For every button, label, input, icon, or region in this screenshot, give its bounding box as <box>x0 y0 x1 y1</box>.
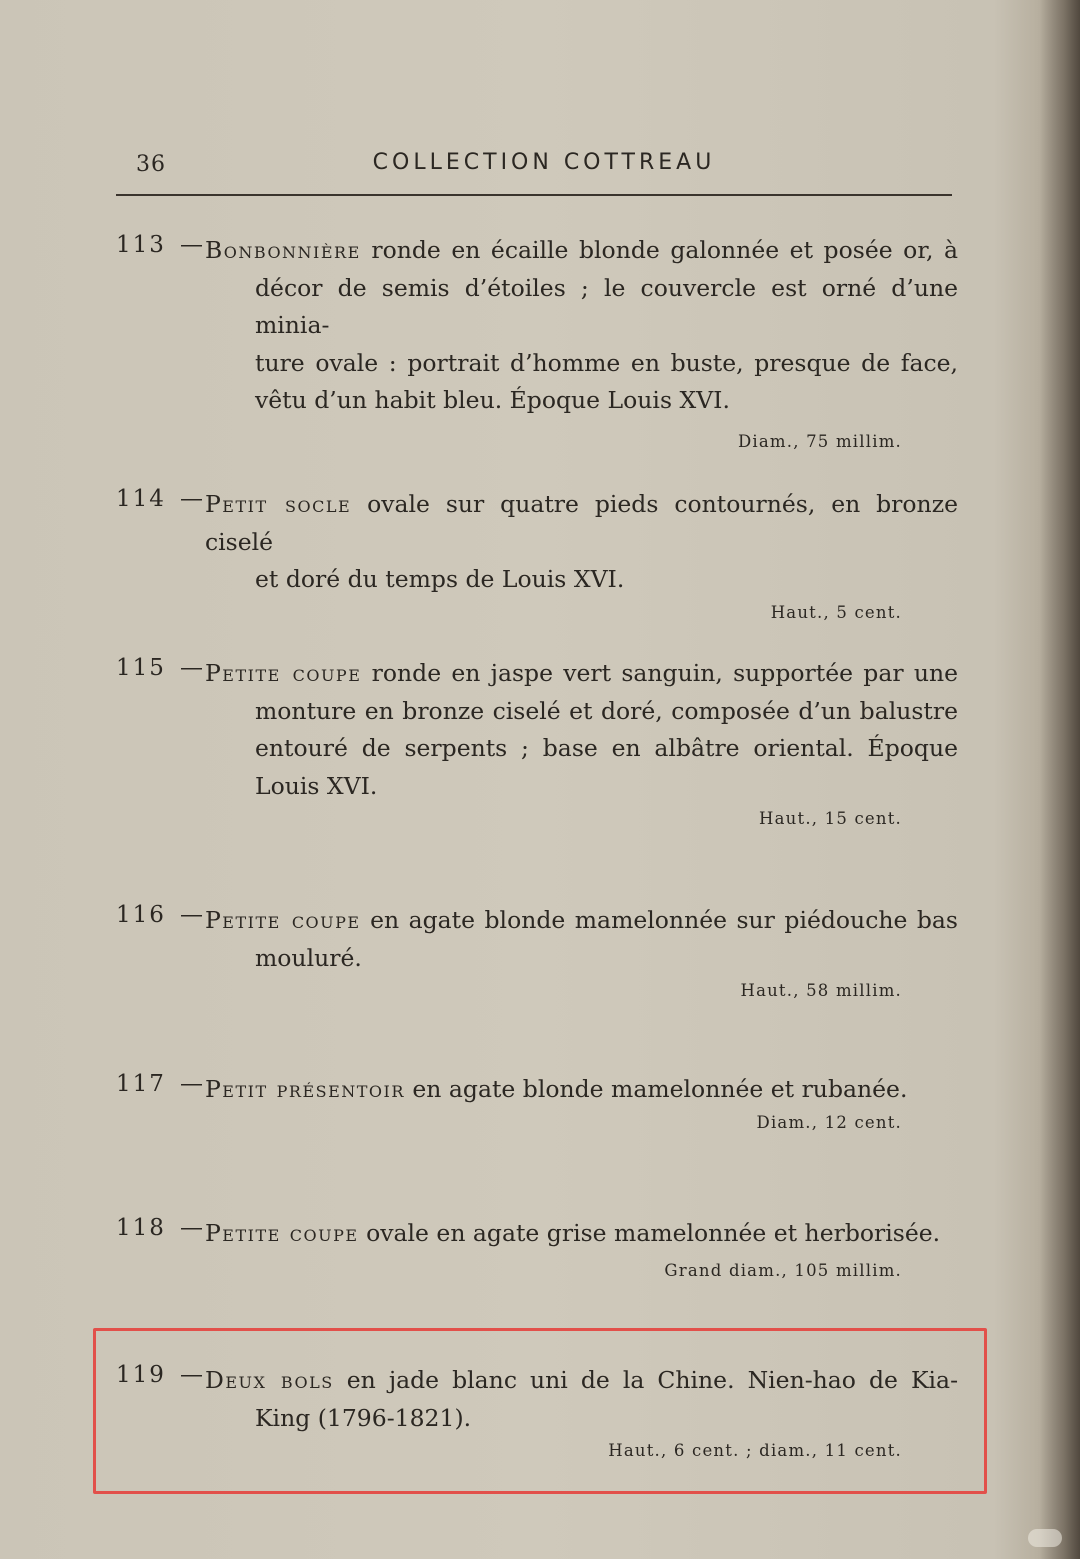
entry-line: décor de semis d’étoiles ; le couvercle est orné d’une minia- <box>255 273 958 339</box>
entry-description <box>205 902 958 977</box>
entry-line: ture ovale : portrait d’homme en buste, presque de face, <box>255 348 958 377</box>
entry-dimension: Haut., 15 cent. <box>759 809 902 828</box>
book-spine-shadow <box>1040 0 1080 1559</box>
catalog-entry-114 <box>116 486 958 622</box>
entry-dimension: Diam., 75 millim. <box>737 431 902 451</box>
entry-line: King (1796-1821). <box>255 1403 472 1432</box>
entry-title: Petite coupe <box>205 659 362 687</box>
entry-dash: — <box>180 655 203 681</box>
entry-title: Deux bols <box>205 1366 334 1394</box>
entry-number: 119 <box>116 1362 166 1388</box>
entry-dash: — <box>180 1362 203 1388</box>
entry-dimension: Haut., 6 cent. ; diam., 11 cent. <box>608 1441 902 1460</box>
entry-number: 118 <box>116 1215 166 1241</box>
entry-line: entouré de serpents ; base en albâtre oriental. Époque <box>255 734 958 762</box>
entry-line: Petite coupe en agate blonde mamelonnée sur piédouche bas <box>205 906 958 934</box>
entry-dash: — <box>180 1071 203 1097</box>
entry-line: mouluré. <box>255 943 362 972</box>
entry-number: 114 <box>116 486 166 512</box>
entry-line: Petit socle ovale sur quatre pieds contournés, en bronze ciselé <box>205 490 958 556</box>
entry-line: Petite coupe ronde en jaspe vert sanguin, supportée par une <box>205 659 958 687</box>
entry-description <box>205 486 958 599</box>
entry-description <box>205 1071 958 1109</box>
entry-line: et doré du temps de Louis XVI. <box>255 565 625 593</box>
entry-title: Bonbonnière <box>205 236 361 264</box>
entry-line: Petite coupe ovale en agate grise mamelonnée et herborisée. <box>205 1219 941 1247</box>
highlight-annotation-box <box>93 1328 987 1494</box>
entry-description <box>205 232 958 420</box>
entry-dimension: Haut., 58 millim. <box>740 981 902 1000</box>
entry-dash: — <box>180 486 203 512</box>
entry-dimension: Haut., 5 cent. <box>770 602 902 622</box>
entry-title: Petit socle <box>205 490 352 518</box>
entry-number: 115 <box>116 655 166 681</box>
entry-dash: — <box>180 232 203 258</box>
page-number: 36 <box>136 152 166 177</box>
entry-description <box>205 655 958 805</box>
watermark-badge <box>1028 1529 1062 1547</box>
page-header <box>116 148 952 184</box>
catalog-entry-118 <box>116 1215 958 1280</box>
entry-number: 116 <box>116 902 166 928</box>
entry-title: Petite coupe <box>205 906 361 934</box>
entry-dimension: Diam., 12 cent. <box>756 1112 902 1132</box>
entry-line: Deux bols en jade blanc uni de la Chine. Nien-hao de Kia- <box>205 1366 959 1394</box>
catalog-entry-117 <box>116 1071 958 1132</box>
entry-number: 117 <box>116 1071 166 1097</box>
entry-description <box>205 1215 958 1253</box>
catalog-entry-116 <box>116 902 958 1000</box>
running-title: COLLECTION COTTREAU <box>372 150 716 175</box>
entry-title: Petite coupe <box>205 1219 359 1247</box>
catalog-entry-115 <box>116 655 958 828</box>
entry-line: Petit présentoir en agate blonde mamelonnée et rubanée. <box>205 1075 908 1103</box>
entry-title: Petit présentoir <box>205 1075 405 1103</box>
entry-dimension: Grand diam., 105 millim. <box>664 1260 902 1280</box>
header-rule <box>116 194 952 196</box>
entry-line: Bonbonnière ronde en écaille blonde galonnée et posée or, à <box>205 236 958 264</box>
entry-line: vêtu d’un habit bleu. Époque Louis XVI. <box>255 386 730 414</box>
entry-dash: — <box>180 1215 203 1241</box>
entry-line: monture en bronze ciselé et doré, composée d’un balustre <box>255 696 958 725</box>
entry-number: 113 <box>116 232 166 258</box>
catalog-entry-113 <box>116 232 958 451</box>
entry-line: Louis XVI. <box>255 771 378 800</box>
entry-dash: — <box>180 902 203 928</box>
